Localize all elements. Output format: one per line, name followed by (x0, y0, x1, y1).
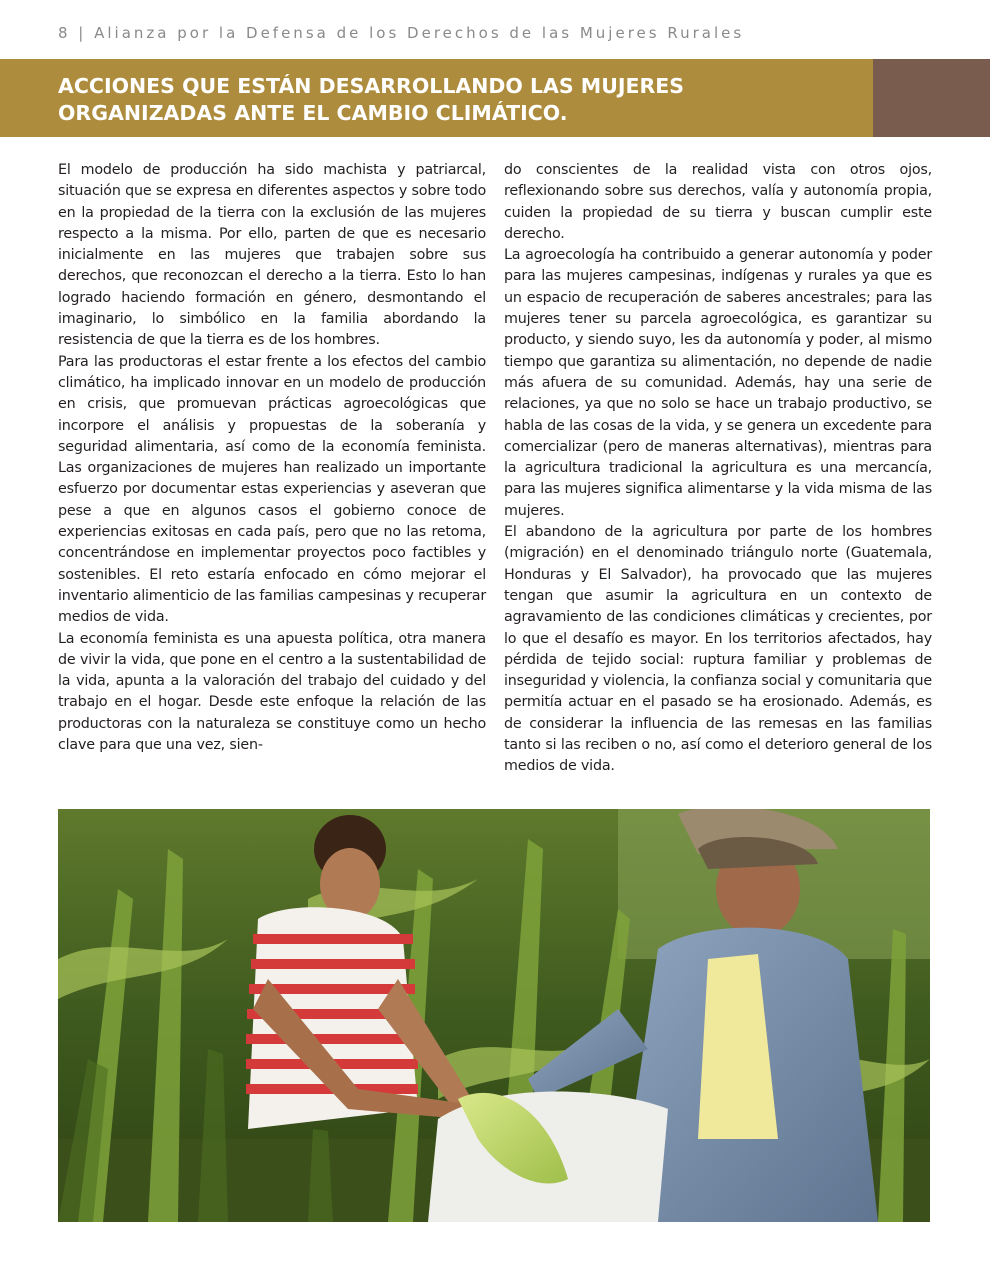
paragraph: El abandono de la agricultura por parte de los hombres (migración) en el denominado triángulo norte (Guatemala, Honduras y El Salvador), ha provocado que las mujeres tengan que asumir la agricultura en un contexto de agravamiento de las condiciones climáticas y crecientes, por lo que el desafío es mayor. En los territorios afectados, hay pérdida de tejido social: ruptura familiar y problemas de inseguridad y violencia, la confianza social y comunitaria que permitía actuar en el pasado se ha erosionado. Además, es de considerar la influencia de las remesas en las familias tanto si las reciben o no, así como el deterioro general de los medios de vida. (504, 524, 932, 775)
paragraph: El modelo de producción ha sido machista y patriarcal, situación que se expresa en diferentes aspectos y sobre todo en la propiedad de la tierra con la exclusión de las mujeres respecto a la misma. Por ello, parten de que es necesario inicialmente en las mujeres que trabajen sobre sus derechos, que reconozcan el derecho a la tierra. Esto lo han logrado haciendo formación en género, desmontando el imaginario, lo simbólico en la familia abordando la resistencia de que la tierra es de los hombres. (58, 162, 486, 349)
body-column-right (504, 160, 932, 778)
women-harvesting-corn-photo (58, 809, 930, 1222)
running-header: 8 | Alianza por la Defensa de los Derechos de las Mujeres Rurales (58, 24, 745, 42)
section-title: ACCIONES QUE ESTÁN DESARROLLANDO LAS MUJERES ORGANIZADAS ANTE EL CAMBIO CLIMÁTICO. (58, 74, 685, 125)
paragraph: La economía feminista es una apuesta política, otra manera de vivir la vida, que pone en el centro a la sustentabilidad de la vida, apunta a la valoración del trabajo del cuidado y del trabajo en el hogar. Desde este enfoque la relación de las productoras con la naturaleza se constituye como un hecho clave para que una vez, sien- (58, 630, 486, 754)
paragraph: Para las productoras el estar frente a los efectos del cambio climático, ha implicado innovar en un modelo de producción en crisis, que promuevan prácticas agroecológicas que incorpore el análisis y propuestas de la soberanía y seguridad alimentaria, así como de la economía feminista. Las organizaciones de mujeres han realizado un importante esfuerzo por documentar estas experiencias y aseveran que pese a que en algunos casos el gobierno conoce de experiencias exitosas en cada país, pero que no las retoma, concentrándose en implementar proyectos poco factibles y sostenibles. El reto estaría enfocado en cómo mejorar el inventario alimenticio de las familias campesinas y recuperar medios de vida. (58, 353, 486, 626)
body-column-left (58, 160, 486, 756)
title-accent-block (873, 59, 990, 137)
paragraph: La agroecología ha contribuido a generar autonomía y poder para las mujeres campesinas, indígenas y rurales ya que es un espacio de recuperación de saberes ancestrales; para las mujeres tener su parcela agroecológica, es garantizar su producto, y siendo suyo, les da autonomía y poder, al mismo tiempo que garantiza su alimentación, no depende de nadie más afuera de su comunidad. Además, hay una serie de relaciones, ya que no solo se hace un trabajo productivo, se habla de las cosas de la vida, y se genera un excedente para comercializar (pero de maneras alternativas), mientras para la agricultura tradicional la agricultura es una mercancía, para las mujeres significa alimentarse y la vida misma de las mujeres. (504, 247, 932, 519)
paragraph: do conscientes de la realidad vista con otros ojos, reflexionando sobre sus derechos, valía y autonomía propia, cuiden la propiedad de su tierra y buscan cumplir este derecho. (504, 162, 932, 242)
